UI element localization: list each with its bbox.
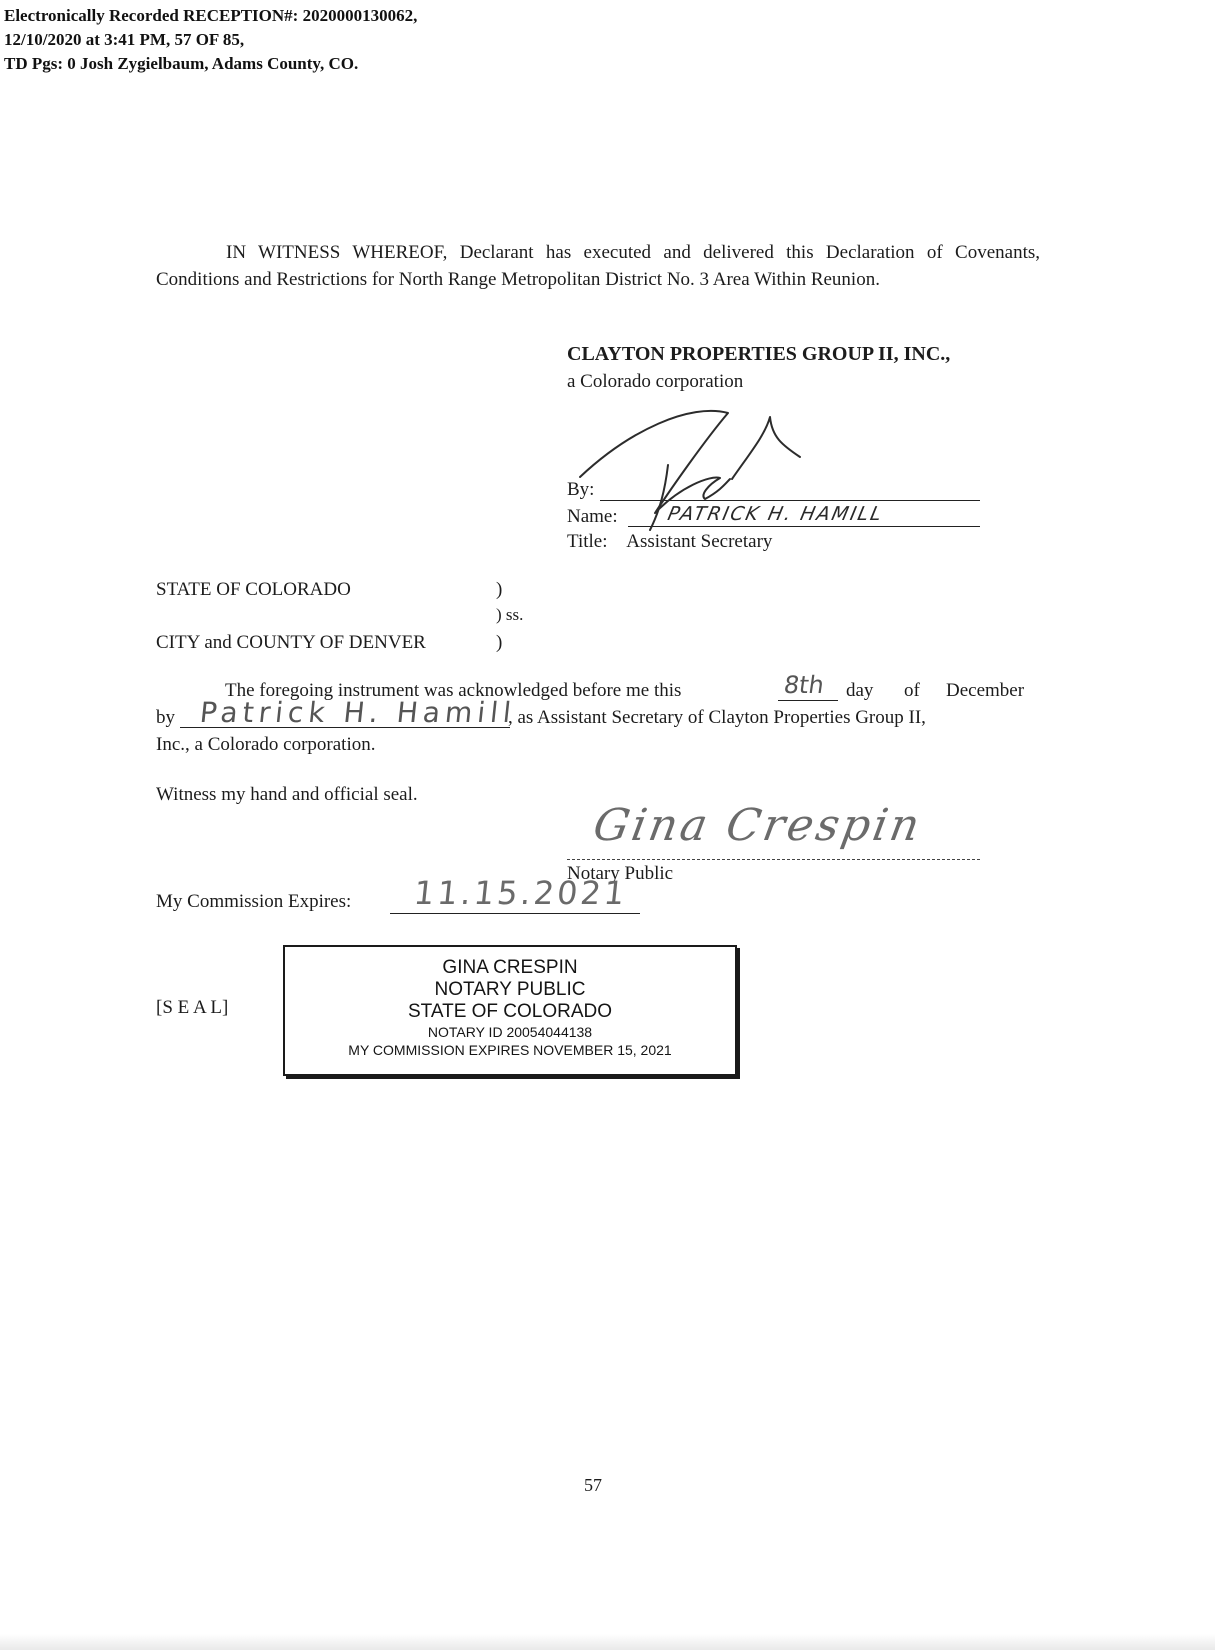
stamp-title: NOTARY PUBLIC bbox=[434, 979, 586, 1000]
signer-handwritten: Patrick H. Hamill bbox=[198, 696, 518, 729]
title-value: Assistant Secretary bbox=[626, 531, 773, 552]
commission-label: My Commission Expires: bbox=[156, 891, 352, 912]
notary-signature-line bbox=[567, 859, 980, 860]
seal-label: [S E A L] bbox=[156, 997, 229, 1018]
notary-signature-handwritten: Gina Crespin bbox=[589, 800, 927, 851]
ack-part4: Inc., a Colorado corporation. bbox=[156, 734, 376, 755]
venue-paren-3: ) bbox=[496, 632, 503, 653]
signer-name-handwritten: PATRICK H. HAMILL bbox=[665, 503, 886, 525]
venue-paren-1: ) bbox=[496, 579, 503, 600]
ack-day-word: day bbox=[846, 680, 874, 701]
stamp-notary-id: NOTARY ID 20054044138 bbox=[427, 1024, 593, 1040]
ack-part1: The foregoing instrument was acknowledged before me this bbox=[225, 680, 682, 701]
company-signature bbox=[560, 395, 860, 555]
stamp-notary-name: GINA CRESPIN bbox=[442, 957, 578, 978]
witness-paragraph bbox=[156, 239, 1040, 293]
title-label-text: Title: bbox=[567, 531, 608, 552]
ack-part3: , as Assistant Secretary of Clayton Properties Group II, bbox=[508, 707, 926, 728]
ack-by: by bbox=[156, 707, 175, 728]
recording-header bbox=[4, 4, 417, 76]
day-handwritten: 8th bbox=[782, 671, 826, 699]
corporation-type: a Colorado corporation bbox=[567, 371, 744, 392]
company-name: CLAYTON PROPERTIES GROUP II, INC., bbox=[567, 343, 951, 365]
witness-paragraph-text: IN WITNESS WHEREOF, Declarant has executed and delivered this Declaration of Covenants, Conditions and Restrictions for North Range Metropolitan District No. 3 Area Within Reunion. bbox=[156, 242, 1040, 290]
recording-header-line1: Electronically Recorded RECEPTION#: 2020000130062, bbox=[4, 6, 418, 25]
signature-stroke-1 bbox=[580, 411, 730, 513]
stamp-expiration: MY COMMISSION EXPIRES NOVEMBER 15, 2021 bbox=[348, 1042, 672, 1058]
notary-public-label: Notary Public bbox=[567, 863, 674, 884]
venue-state: STATE OF COLORADO bbox=[156, 579, 351, 600]
recording-header-line3: TD Pgs: 0 Josh Zygielbaum, Adams County, CO. bbox=[4, 54, 359, 73]
ack-month: December bbox=[946, 680, 1025, 701]
by-label: By: bbox=[567, 479, 595, 500]
notary-stamp bbox=[283, 945, 737, 1076]
scan-edge-shade bbox=[0, 1634, 1215, 1650]
name-label: Name: bbox=[567, 506, 618, 527]
signature-stroke-3 bbox=[732, 417, 800, 479]
day-line bbox=[778, 700, 838, 701]
stamp-state: STATE OF COLORADO bbox=[407, 1001, 613, 1022]
venue-county: CITY and COUNTY OF DENVER bbox=[156, 632, 426, 653]
ack-of-word: of bbox=[904, 680, 920, 701]
page-number: 57 bbox=[584, 1475, 602, 1495]
commission-date-handwritten: 11.15.2021 bbox=[412, 874, 630, 912]
recording-header-line2: 12/10/2020 at 3:41 PM, 57 OF 85, bbox=[4, 30, 245, 49]
venue-ss: ) ss. bbox=[496, 605, 524, 624]
commission-line bbox=[390, 913, 640, 914]
witness-hand-text: Witness my hand and official seal. bbox=[156, 784, 418, 805]
